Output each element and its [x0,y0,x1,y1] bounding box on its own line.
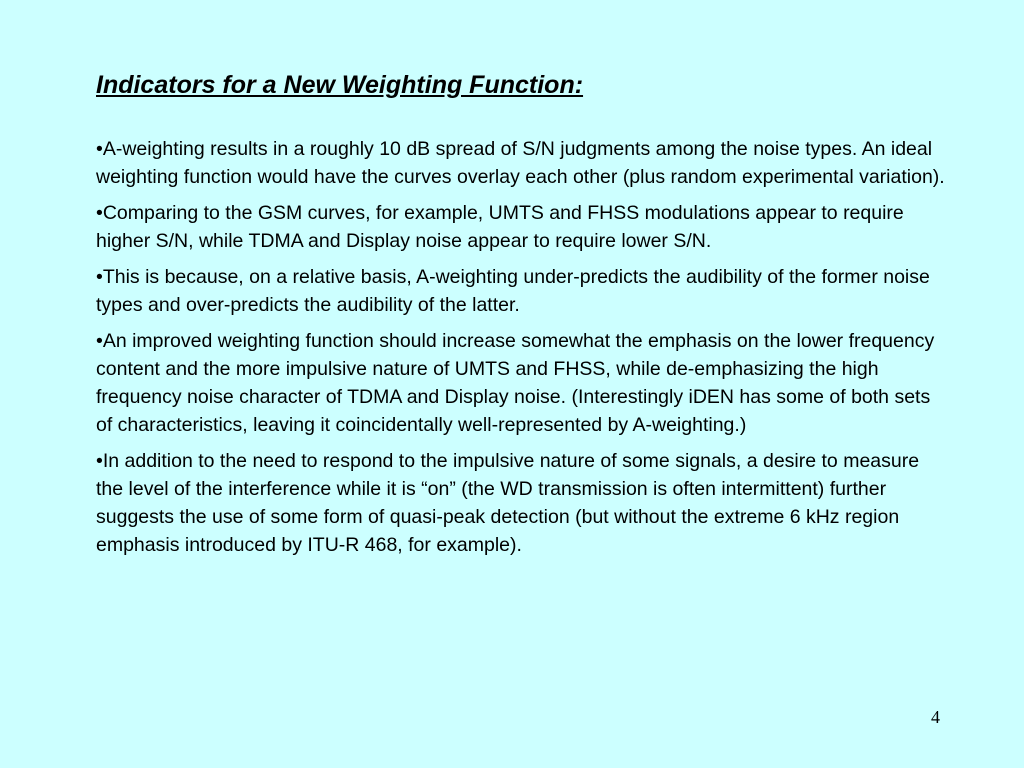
bullet-item-5: •In addition to the need to respond to the impulsive nature of some signals, a desire to measure the level of the interference while it is “on” (the WD transmission is often intermittent) further suggests the use of some form of quasi-peak detection (but without the extreme 6 kHz region emphasis introduced by ITU-R 468, for example). [96,450,920,556]
bullet-item-1: •A-weighting results in a roughly 10 dB spread of S/N judgments among the noise types. An ideal weighting function would have the curves overlay each other (plus random experimental variation). [96,138,945,188]
slide-title: Indicators for a New Weighting Function: [96,71,584,99]
bullet-list [96,135,946,567]
bullet-item-2: •Comparing to the GSM curves, for example, UMTS and FHSS modulations appear to require higher S/N, while TDMA and Display noise appear to require lower S/N. [96,202,904,252]
bullet-item-4: •An improved weighting function should increase somewhat the emphasis on the lower frequency content and the more impulsive nature of UMTS and FHSS, while de-emphasizing the high frequency noise character of TDMA and Display noise. (Interestingly iDEN has some of both sets of characteristics, leaving it coincidentally well-represented by A-weighting.) [96,330,935,436]
bullet-item-3: •This is because, on a relative basis, A-weighting under-predicts the audibility of the former noise types and over-predicts the audibility of the latter. [96,266,930,316]
page-number: 4 [931,707,940,727]
